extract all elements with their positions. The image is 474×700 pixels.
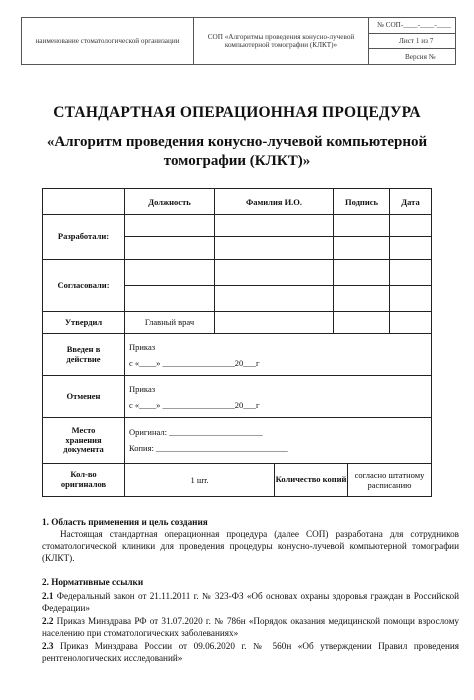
org-name: наименование стоматологической организации: [22, 18, 194, 64]
developed-label: Разработали:: [43, 215, 125, 260]
approval-table: [42, 188, 432, 497]
agreed-cell: [334, 260, 390, 286]
storage-label: Место хранения документа: [43, 418, 125, 464]
enacted-label: Введен в действие: [43, 334, 125, 376]
sop-number: № СОП-____-____-____: [369, 18, 455, 34]
enacted-date: с «____» _________________20___г: [129, 358, 260, 369]
agreed-label: Согласовали:: [43, 260, 125, 312]
reference-2-1-text: Федеральный закон от 21.11.2011 г. № 323-ФЗ «Об основах охраны здоровья граждан в Российской Федерации»: [42, 591, 460, 613]
section-1-text: Настоящая стандартная операционная процедура (далее СОП) разработана для сотрудников стоматологической клиники для проведения процедуры конусно-лучевой компьютерной томографии (КЛКТ).: [42, 529, 459, 563]
reference-2-2: [42, 615, 459, 639]
sop-title-short: СОП «Алгоритмы проведения конусно-лучевой компьютерной томографии (КЛКТ)»: [194, 18, 369, 64]
approved-position: Главный врач: [125, 312, 215, 334]
cancelled-order: [125, 376, 431, 418]
reference-2-3-number: 2.3: [42, 641, 54, 651]
col-date-header: Дата: [390, 189, 431, 215]
col-position-header: Должность: [125, 189, 215, 215]
developed-cell: [215, 215, 334, 237]
developed-cell: [125, 237, 215, 260]
agreed-cell: [215, 260, 334, 286]
reference-2-2-text: Приказ Минздрава РФ от 31.07.2020 г. № 786н «Порядок оказания медицинской помощи взрослому населению при стоматологических заболеваниях»: [42, 616, 459, 638]
approved-cell: [215, 312, 334, 334]
version-number: Версия №: [405, 52, 436, 61]
cancelled-order-label: Приказ: [129, 384, 156, 394]
storage-values: [125, 418, 431, 464]
sop-meta: [369, 18, 455, 64]
developed-cell: [390, 237, 431, 260]
copies-value: согласно штатному расписанию: [354, 469, 425, 490]
table-corner: [43, 189, 125, 215]
approved-cell: [334, 312, 390, 334]
col-name-header: Фамилия И.О.: [215, 189, 334, 215]
enacted-order: [125, 334, 431, 376]
col-signature-header: Подпись: [334, 189, 390, 215]
reference-2-1: [42, 590, 459, 614]
section-2-title: 2. Нормативные ссылки: [42, 577, 144, 587]
agreed-cell: [215, 286, 334, 312]
agreed-cell: [334, 286, 390, 312]
approved-label: Утвердил: [43, 312, 125, 334]
originals-count-label: Кол-во оригиналов: [43, 464, 125, 496]
reference-2-3: [42, 640, 459, 664]
developed-cell: [215, 237, 334, 260]
agreed-cell: [390, 286, 431, 312]
document-subtitle: «Алгоритм проведения конусно-лучевой компьютерной томографии (КЛКТ)»: [46, 134, 428, 169]
agreed-cell: [125, 286, 215, 312]
approved-cell: [390, 312, 431, 334]
developed-cell: [390, 215, 431, 237]
originals-count-value: 1 шт.: [125, 464, 275, 496]
cancelled-label: Отменен: [43, 376, 125, 418]
agreed-cell: [390, 260, 431, 286]
developed-cell: [125, 215, 215, 237]
cancelled-date: с «____» _________________20___г: [129, 400, 260, 411]
copies-label: Количество копий: [275, 464, 348, 496]
document-header: [21, 17, 456, 65]
developed-cell: [334, 215, 390, 237]
reference-2-2-number: 2.2: [42, 616, 54, 626]
reference-2-1-number: 2.1: [42, 591, 54, 601]
storage-original: Оригинал: ______________________: [129, 427, 263, 437]
reference-2-3-text: Приказ Минздрава России от 09.06.2020 г. № 560н «Об утверждении Правил проведения рентгенологических исследований»: [42, 641, 459, 663]
document-title: СТАНДАРТНАЯ ОПЕРАЦИОННАЯ ПРОЦЕДУРА: [53, 104, 421, 121]
storage-copy: Копия: _______________________________: [129, 443, 288, 454]
section-1-title: 1. Область применения и цель создания: [42, 517, 208, 527]
enacted-order-label: Приказ: [129, 342, 156, 352]
sheet-number: Лист 1 из 7: [369, 34, 455, 50]
agreed-cell: [125, 260, 215, 286]
developed-cell: [334, 237, 390, 260]
